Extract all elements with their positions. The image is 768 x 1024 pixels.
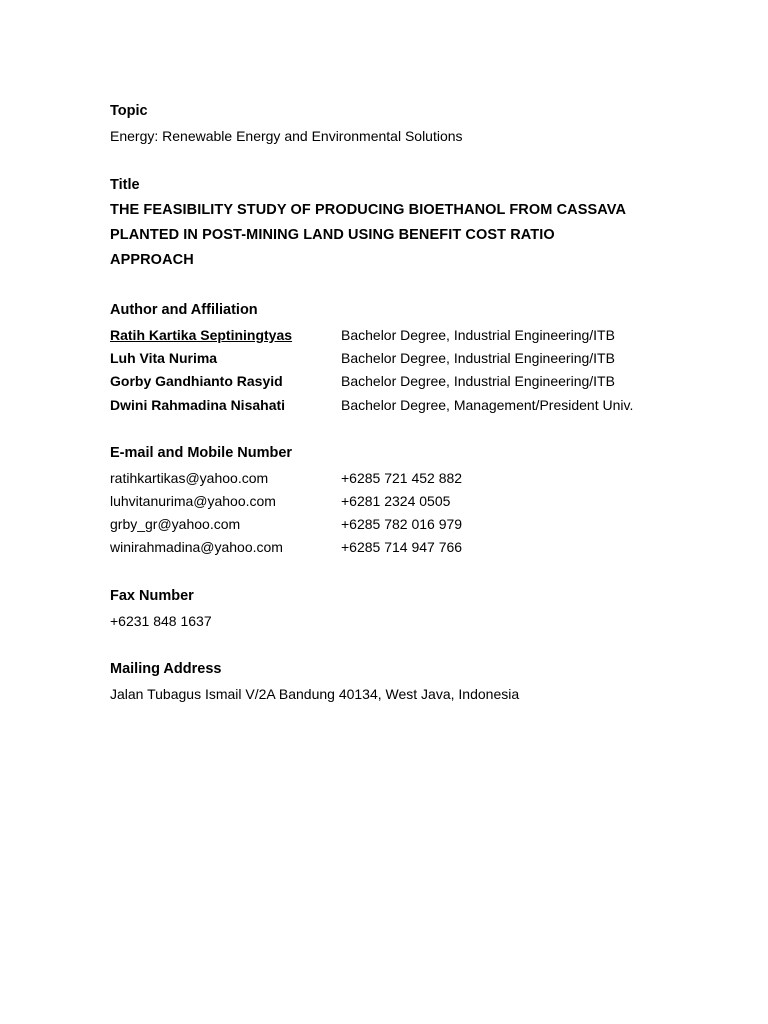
title-heading: Title [110, 177, 140, 193]
document-page [110, 0, 710, 1024]
contacts-heading: E-mail and Mobile Number [110, 445, 293, 461]
mobile-number: +6281 2324 0505 [341, 493, 451, 509]
title-line-3: APPROACH [110, 252, 194, 268]
author-name: Ratih Kartika Septiningtyas [110, 327, 293, 343]
fax-number: +6231 848 1637 [110, 613, 212, 629]
author-affiliation: Bachelor Degree, Industrial Engineering/ITB [341, 350, 615, 366]
mailing-address: Jalan Tubagus Ismail V/2A Bandung 40134, West Java, Indonesia [110, 686, 520, 702]
topic-heading: Topic [110, 103, 148, 119]
mobile-number: +6285 782 016 979 [341, 516, 463, 532]
title-line-1: THE FEASIBILITY STUDY OF PRODUCING BIOETHANOL FROM CASSAVA [110, 202, 627, 218]
author-affiliation: Bachelor Degree, Industrial Engineering/ITB [341, 327, 615, 343]
author-affiliation: Bachelor Degree, Industrial Engineering/ITB [341, 373, 615, 389]
fax-heading: Fax Number [110, 588, 194, 604]
title-line-2: PLANTED IN POST-MINING LAND USING BENEFIT COST RATIO [110, 227, 555, 243]
author-affiliation-heading: Author and Affiliation [110, 302, 258, 318]
author-name: Dwini Rahmadina Nisahati [110, 397, 286, 413]
email-address: winirahmadina@yahoo.com [110, 539, 283, 555]
author-affiliation: Bachelor Degree, Management/President Univ. [341, 397, 634, 413]
email-address: luhvitanurima@yahoo.com [110, 493, 276, 509]
mobile-number: +6285 721 452 882 [341, 470, 463, 486]
topic-value: Energy: Renewable Energy and Environmental Solutions [110, 128, 463, 144]
email-address: ratihkartikas@yahoo.com [110, 470, 269, 486]
author-name: Gorby Gandhianto Rasyid [110, 373, 283, 389]
mobile-number: +6285 714 947 766 [341, 539, 463, 555]
email-address: grby_gr@yahoo.com [110, 516, 241, 532]
author-name: Luh Vita Nurima [110, 350, 218, 366]
mailing-address-heading: Mailing Address [110, 661, 222, 677]
